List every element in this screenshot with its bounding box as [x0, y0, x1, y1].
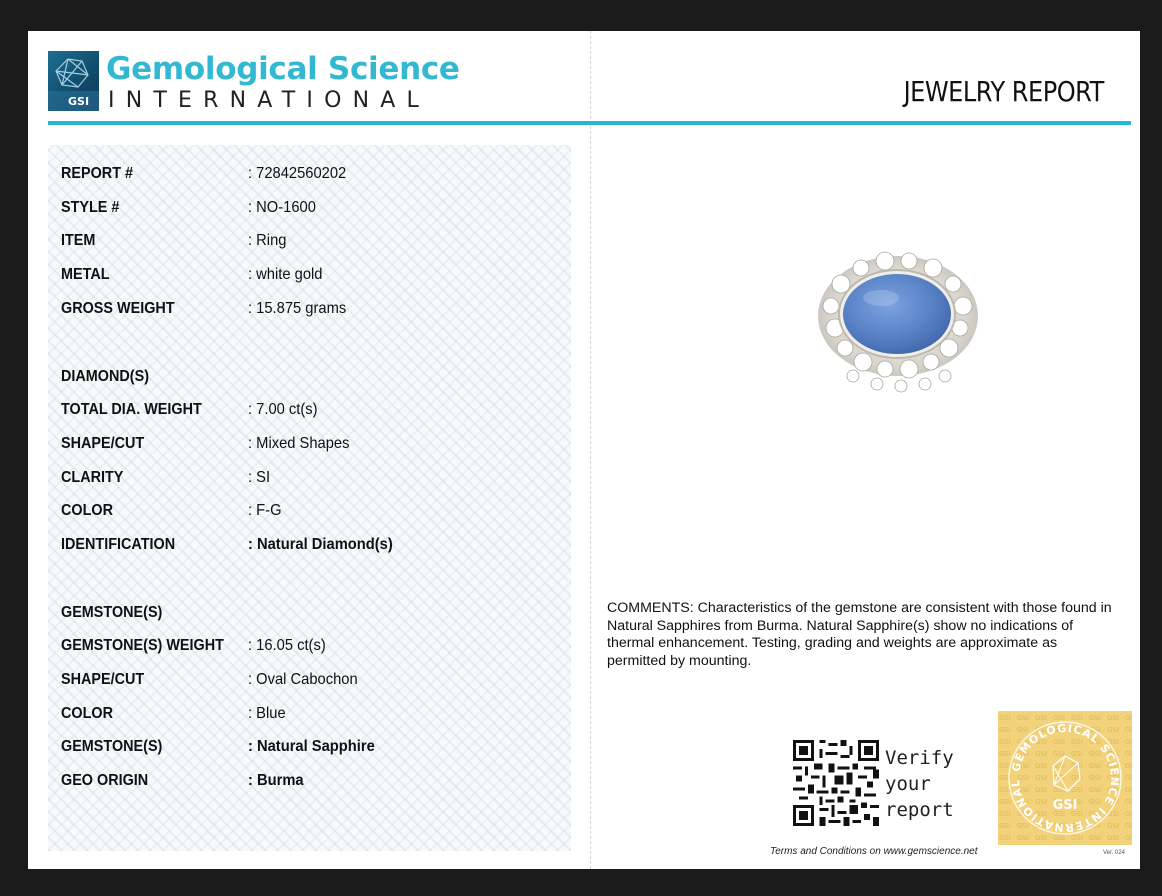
field-label: CLARITY	[61, 469, 124, 486]
verify-line: report	[885, 799, 954, 821]
version-number: Ver. 024	[1103, 850, 1126, 856]
gsi-seal-icon	[998, 711, 1132, 845]
field-value: : F-G	[248, 502, 282, 519]
section-heading-diamonds	[61, 368, 581, 390]
field-row-gemstone-color	[61, 705, 581, 727]
field-row-geo-origin	[61, 772, 581, 794]
field-value: : 7.00 ct(s)	[248, 401, 318, 418]
field-value: : Oval Cabochon	[248, 671, 358, 688]
field-label: SHAPE/CUT	[61, 671, 145, 688]
field-label: METAL	[61, 266, 110, 283]
field-value: : Natural Diamond(s)	[248, 536, 393, 553]
field-row-diamond-color	[61, 502, 581, 524]
field-label: REPORT #	[61, 165, 134, 182]
header-rule	[48, 121, 1131, 125]
field-label: GEMSTONE(S) WEIGHT	[61, 637, 224, 654]
field-row-gross-weight	[61, 300, 581, 322]
field-value: : white gold	[248, 266, 323, 283]
field-row-gemstone-shape-cut	[61, 671, 581, 693]
field-value: : Mixed Shapes	[248, 435, 350, 452]
field-label: GROSS WEIGHT	[61, 300, 175, 317]
field-row-style-number	[61, 199, 581, 221]
field-row-identification	[61, 536, 581, 558]
field-value: : 72842560202	[248, 165, 347, 182]
field-row-metal	[61, 266, 581, 288]
section-label: GEMSTONE(S)	[61, 604, 163, 621]
brand-logo	[48, 51, 460, 115]
field-label: TOTAL DIA. WEIGHT	[61, 401, 202, 418]
field-value: : Burma	[248, 772, 304, 789]
logo-mark-text: GSI	[68, 95, 90, 108]
verify-report-link[interactable]	[885, 745, 954, 823]
terms-and-conditions: Terms and Conditions on www.gemscience.net	[770, 846, 978, 857]
brand-name: Gemological Science	[106, 51, 460, 87]
seal-center-text: GSI	[1052, 798, 1078, 813]
report-title: JEWELRY REPORT	[903, 75, 1104, 108]
gsi-crystal-logo-icon	[48, 51, 99, 111]
field-value: : Natural Sapphire	[248, 738, 375, 755]
ring-photo	[793, 236, 1003, 406]
field-value: : 16.05 ct(s)	[248, 637, 326, 654]
field-value: : 15.875 grams	[248, 300, 347, 317]
field-label: GEMSTONE(S)	[61, 738, 163, 755]
field-label: ITEM	[61, 232, 96, 249]
field-row-item	[61, 232, 581, 254]
section-label: DIAMOND(S)	[61, 368, 149, 385]
field-label: SHAPE/CUT	[61, 435, 145, 452]
qr-code-icon[interactable]	[793, 740, 879, 826]
field-value: : Ring	[248, 232, 287, 249]
field-row-diamond-shape-cut	[61, 435, 581, 457]
field-row-total-dia-weight	[61, 401, 581, 423]
comments-text: COMMENTS: Characteristics of the gemstone are consistent with those found in Natural Sapphires from Burma. Natural Sapphire(s) show no indications of thermal enhancement. Testing, grading and weights are approximate as permitted by mounting.	[607, 600, 1112, 669]
brand-subtitle: INTERNATIONAL	[108, 88, 430, 113]
field-label: GEO ORIGIN	[61, 772, 149, 789]
jewelry-report-card	[28, 31, 1140, 869]
field-value: : SI	[248, 469, 271, 486]
seal-arc-text: GEMOLOGICAL SCIENCE INTERNATIONAL	[1008, 721, 1122, 835]
field-label: STYLE #	[61, 199, 120, 216]
field-row-gemstone-identification	[61, 738, 581, 760]
fold-line	[590, 31, 591, 869]
section-heading-gemstones	[61, 604, 581, 626]
field-row-gemstone-weight	[61, 637, 581, 659]
field-label: COLOR	[61, 502, 114, 519]
field-label: COLOR	[61, 705, 114, 722]
field-row-report-number	[61, 165, 581, 187]
sapphire-cabochon	[843, 274, 951, 354]
field-value: : NO-1600	[248, 199, 316, 216]
verify-line: Verify	[885, 747, 954, 769]
field-label: IDENTIFICATION	[61, 536, 176, 553]
field-value: : Blue	[248, 705, 286, 722]
verify-line: your	[885, 773, 931, 795]
sapphire-highlight	[863, 290, 899, 306]
field-row-clarity	[61, 469, 581, 491]
